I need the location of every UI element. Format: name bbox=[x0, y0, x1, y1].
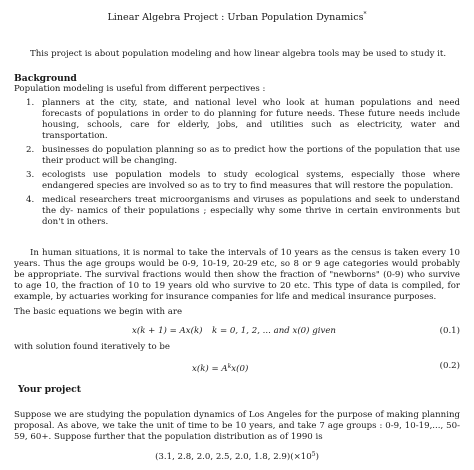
equation-conditions: k = 0, 1, 2, ... and x(0) given bbox=[212, 326, 336, 336]
title-text: Linear Algebra Project : Urban Population Dynamics bbox=[107, 12, 364, 24]
document-page bbox=[0, 9, 474, 470]
list-item-text: ecologists use population models to study ecological systems, especially those where endangered species are involved so as to try to find measures that will restore the population. bbox=[42, 170, 460, 191]
your-project-heading: Your project bbox=[18, 384, 82, 395]
equation-number: (0.1) bbox=[439, 326, 460, 336]
list-item bbox=[14, 170, 460, 192]
equation-recurrence: x(k + 1) = Ax(k) bbox=[132, 326, 203, 336]
background-lead: Population modeling is useful from different perpectives : bbox=[14, 84, 266, 94]
list-item bbox=[14, 98, 460, 142]
title-footnote-mark: * bbox=[363, 11, 367, 18]
list-item-number: 3. bbox=[26, 170, 35, 180]
distribution-exponent: 5 bbox=[311, 451, 316, 458]
list-item-text: planners at the city, state, and national level who look at human populations and need forecasts of populations in order to do planning for future needs. These future needs include housing, schools, care for elderly, jobs, and utilities such as electricity, water and transportation. bbox=[42, 98, 460, 141]
list-item-text: medical researchers treat microorganisms and viruses as populations and seek to understand the dy- namics of their populations ; especially why some thrive in certain environments but don't in others. bbox=[42, 195, 460, 227]
intro-paragraph: This project is about population modeling and how linear algebra tools may be used to study it. bbox=[30, 49, 447, 59]
list-item bbox=[14, 195, 460, 228]
basic-equations-lead: The basic equations we begin with are bbox=[14, 307, 183, 317]
perspectives-list bbox=[14, 98, 460, 228]
equation-0-1 bbox=[14, 320, 460, 342]
equation-solution bbox=[192, 361, 248, 375]
census-paragraph: In human situations, it is normal to take the intervals of 10 years as the census is taken every 10 years. Thus the age groups would be 0-9, 10-19, 20-29 etc, so 8 or 9 age categories would probably be appropriate. The survival fractions would then show the fraction of "newborns" (0-9) who survive to age 10, the fraction of 10 to 19 years old who survive to 20 etc. This type of data is compiled, for example, by actuaries working for insurance companies for life and medical insurance purposes. bbox=[14, 248, 460, 302]
solution-lead: with solution found iteratively to be bbox=[14, 342, 170, 352]
background-heading: Background bbox=[14, 73, 77, 84]
equation-solution-lhs: x(k) = A bbox=[192, 364, 228, 374]
list-item-number: 1. bbox=[26, 98, 35, 108]
list-item-text: businesses do population planning so as to predict how the portions of the population that use their product will be changing. bbox=[42, 145, 460, 166]
list-item-number: 4. bbox=[26, 195, 35, 205]
equation-solution-tail: x(0) bbox=[231, 364, 249, 374]
list-item bbox=[14, 145, 460, 167]
equation-0-2 bbox=[14, 355, 460, 377]
list-item-number: 2. bbox=[26, 145, 35, 155]
distribution-close: ) bbox=[315, 452, 319, 462]
your-project-paragraph: Suppose we are studying the population dynamics of Los Angeles for the purpose of making planning proposal. As above, we take the unit of time to be 10 years, and take 7 age groups : 0-9, 10-19,..., 50-59, 60+. Suppose further that the population distribution as of 1990 is bbox=[14, 410, 460, 442]
distribution-values: (3.1, 2.8, 2.0, 2.5, 2.0, 1.8, 2.9)(×10 bbox=[155, 452, 312, 462]
document-title bbox=[14, 9, 460, 23]
equation-exponent: k bbox=[227, 363, 232, 370]
equation-number: (0.2) bbox=[439, 361, 460, 371]
